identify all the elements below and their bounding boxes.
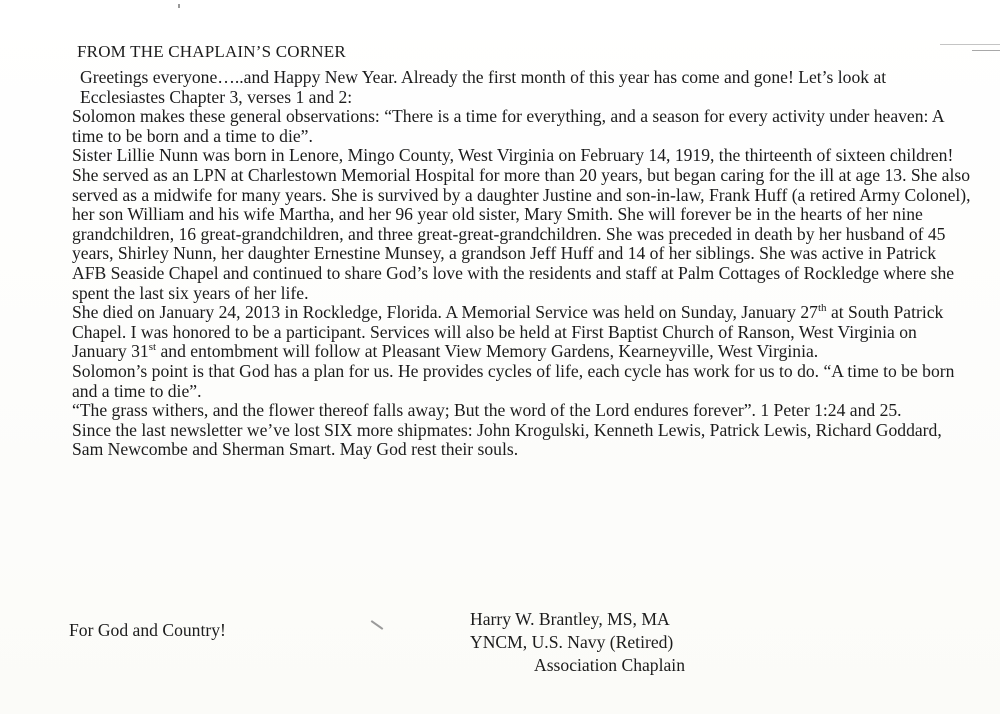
paragraph-greeting: Greetings everyone…..and Happy New Year. Already the first month of this year has come and gone! Let’s look at Ecclesiastes Chapter 3, verses 1 and 2: <box>80 67 887 107</box>
page-title: FROM THE CHAPLAIN’S CORNER <box>77 42 346 61</box>
signature-title: Association Chaplain <box>534 655 685 675</box>
ordinal-superscript: st <box>148 341 157 354</box>
scan-artifact-line <box>940 44 1000 45</box>
paragraph-obituary: Sister Lillie Nunn was born in Lenore, Mingo County, West Virginia on February 14, 1919, the thirteenth of sixteen children! She served as an LPN at Charlestown Memorial Hospital for more than 20 years, but began caring for the ill at age 13. She also served as a midwife for many years. She is survived by a daughter Justine and son-in-law, Frank Huff (a retired Army Colonel), her son William and his wife Martha, and her 96 year old sister, Mary Smith. She will forever be in the hearts of her nine grandchildren, 16 great-grandchildren, and three great-great-grandchildren. She was preceded in death by her husband of 45 years, Shirley Nunn, her daughter Ernestine Munsey, a grandson Jeff Huff and 14 of her siblings. She was active in Patrick AFB Seaside Chapel and continued to share God’s love with the residents and staff at Palm Cottages of Rockledge where she spent the last six years of her life. <box>72 145 971 303</box>
signature-block <box>470 608 685 677</box>
services-text-part-1: She died on January 24, 2013 in Rockledge, Florida. A Memorial Service was held on Sunday, January 27 <box>72 302 818 323</box>
services-text-part-3: and entombment will follow at Pleasant View Memory Gardens, Kearneyville, West Virginia. <box>156 341 819 362</box>
paragraph-services <box>72 303 972 362</box>
services-text-part-2: at South Patrick Chapel. I was honored to be a participant. Services will also be held at First Baptist Church of Ranson, West Virginia on January 31 <box>72 302 944 362</box>
ordinal-superscript: th <box>817 302 827 315</box>
paragraph-scripture-quote: “The grass withers, and the flower thereof falls away; But the word of the Lord endures forever”. 1 Peter 1:24 and 25. <box>72 400 902 421</box>
scan-artifact-line <box>178 4 180 8</box>
letter-body <box>72 68 972 460</box>
paragraph-shipmates: Since the last newsletter we’ve lost SIX more shipmates: John Krogulski, Kenneth Lewis, Patrick Lewis, Richard Goddard, Sam Newcombe and Sherman Smart. May God rest their souls. <box>72 419 942 460</box>
scan-artifact-line <box>972 50 1000 51</box>
paragraph-solomon-point: Solomon’s point is that God has a plan for us. He provides cycles of life, each cycle has work for us to do. “A time to be born and a time to die”. <box>72 360 955 401</box>
signature-name: Harry W. Brantley, MS, MA <box>470 609 670 629</box>
paragraph-observation: Solomon makes these general observations: “There is a time for everything, and a season for every activity under heaven: A time to be born and a time to die”. <box>72 106 944 146</box>
closing-line: For God and Country! <box>69 620 226 640</box>
signature-rank: YNCM, U.S. Navy (Retired) <box>470 632 674 652</box>
scan-artifact-mark <box>371 620 384 630</box>
